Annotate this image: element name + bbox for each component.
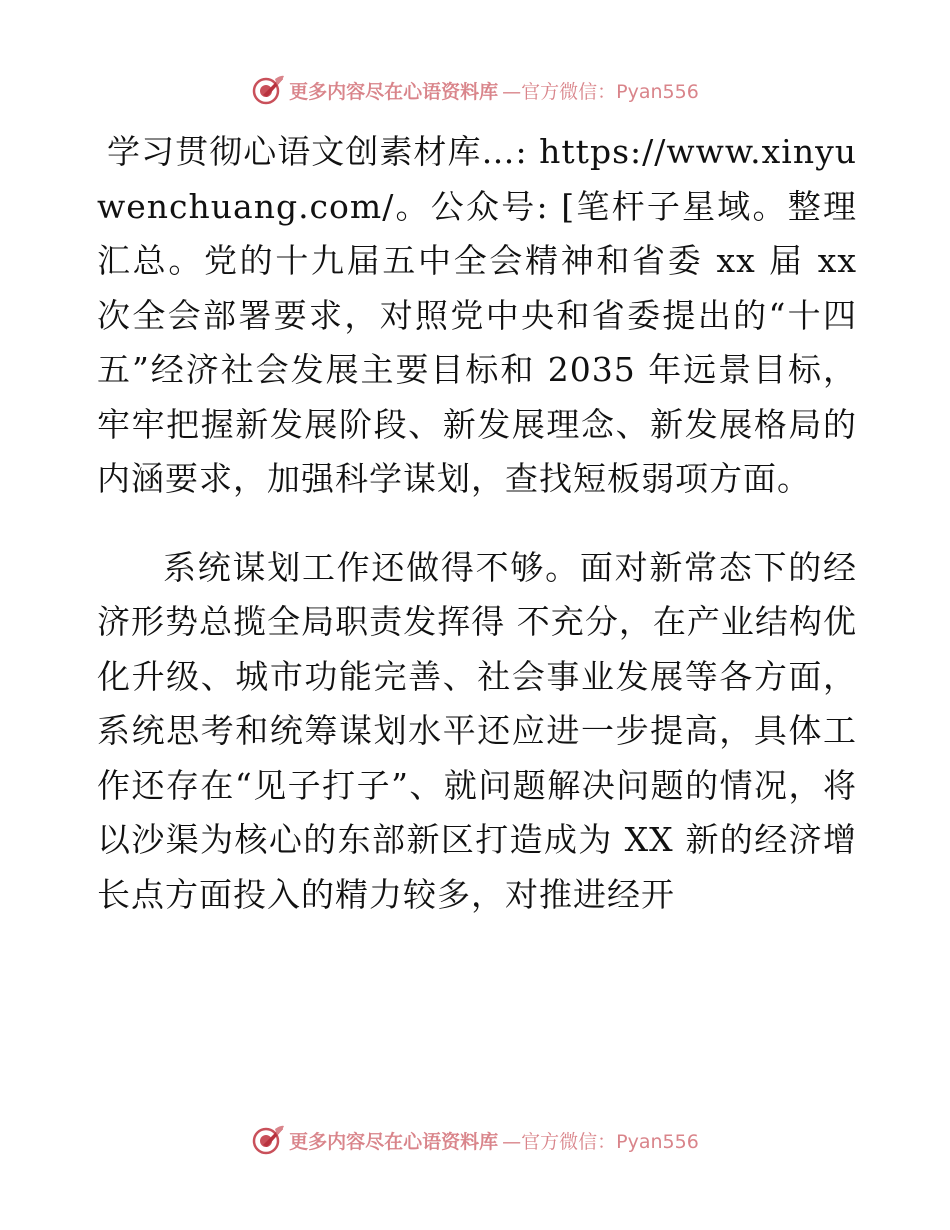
quill-feather-icon	[251, 1123, 285, 1157]
banner-content	[251, 1123, 699, 1157]
banner-sub-text: —官方微信：Pyan556	[502, 1130, 699, 1153]
paragraph-2: 系统谋划工作还做得不够。面对新常态下的经济形势总揽全局职责发挥得 不充分，在产业结构优化升级、城市功能完善、社会事业发展等各方面，系统思考和统筹谋划水平还应进一步提高，具体工作还存在“见子打子”、就问题解决问题的情况，将以沙渠为核心的东部新区打造成为 XX 新的经济增长点方面投入的精力较多，对推进经开	[97, 547, 857, 914]
footer-banner	[0, 1120, 950, 1160]
banner-main-text: 更多内容尽在心语资料库	[289, 1130, 499, 1153]
banner-main-text: 更多内容尽在心语资料库	[289, 80, 499, 103]
document-body	[97, 125, 857, 922]
banner-content	[251, 73, 699, 107]
paragraph-1: 学习贯彻心语文创素材库…: https://www.xinyuwenchuang.com/。公众号: [笔杆子星域。整理汇总。党的十九届五中全会精神和省委 xx 届 xx 次全会部署要求，对照党中央和省委提出的“十四五”经济社会发展主要目标和 2035 年远景目标，牢牢把握新发展阶段、新发展理念、新发展格局的内涵要求，加强科学谋划，查找短板弱项方面。	[97, 132, 857, 498]
header-banner	[0, 70, 950, 110]
banner-sub-text: —官方微信：Pyan556	[502, 80, 699, 103]
quill-feather-icon	[251, 73, 285, 107]
